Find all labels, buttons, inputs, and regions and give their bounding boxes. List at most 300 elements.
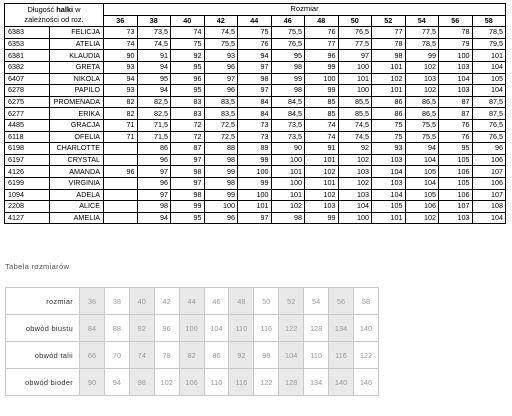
measure-cell: 40 <box>129 288 154 315</box>
length-cell: 96 <box>137 177 171 189</box>
measure-cell: 134 <box>304 369 329 396</box>
product-name: AMELIA <box>50 212 104 224</box>
length-cell: 99 <box>305 85 339 97</box>
measure-cell: 54 <box>304 288 329 315</box>
length-cell: 73 <box>238 119 272 131</box>
length-cell: 101 <box>271 166 305 178</box>
table-row <box>5 85 506 97</box>
length-cell: 78,5 <box>405 38 439 50</box>
product-name: VIRGINIA <box>50 177 104 189</box>
hip-length-table <box>4 3 506 224</box>
title-prefix: Długość <box>27 5 57 15</box>
length-cell: 98 <box>372 50 406 62</box>
product-code: 6407 <box>5 73 50 85</box>
measure-cell: 122 <box>279 315 304 342</box>
length-cell: 73,5 <box>271 119 305 131</box>
length-cell: 99 <box>305 212 339 224</box>
length-cell: 103 <box>439 85 473 97</box>
measure-cell: 140 <box>329 369 354 396</box>
length-cell: 75,5 <box>204 38 238 50</box>
length-cell: 71 <box>104 119 138 131</box>
length-cell: 105 <box>472 73 506 85</box>
length-cell: 102 <box>338 154 372 166</box>
size-header-cell: 40 <box>171 15 205 27</box>
length-cell: 90 <box>271 143 305 155</box>
length-cell: 95 <box>137 73 171 85</box>
table-row <box>5 119 506 131</box>
length-cell: 96 <box>305 50 339 62</box>
length-cell: 100 <box>238 189 272 201</box>
length-cell: 100 <box>271 154 305 166</box>
length-cell: 105 <box>439 154 473 166</box>
size-header-cell: 50 <box>338 15 372 27</box>
product-name: ERIKA <box>50 108 104 120</box>
length-cell: 98 <box>238 73 272 85</box>
measure-cell: 110 <box>304 342 329 369</box>
product-name: KLAUDIA <box>50 50 104 62</box>
length-cell: 103 <box>439 212 473 224</box>
table-row <box>5 143 506 155</box>
row-label: rozmiar <box>6 288 80 315</box>
row-label: obwód biustu <box>6 315 80 342</box>
length-cell: 96 <box>204 85 238 97</box>
measure-cell: 96 <box>154 315 179 342</box>
length-cell: 108 <box>472 201 506 213</box>
length-cell: 99 <box>405 50 439 62</box>
length-cell: 75 <box>238 27 272 39</box>
length-cell: 94 <box>238 50 272 62</box>
length-cell: 86 <box>372 108 406 120</box>
length-cell: 98 <box>204 177 238 189</box>
measure-cell: 122 <box>353 342 378 369</box>
length-cell: 83 <box>171 108 205 120</box>
length-cell: 104 <box>472 85 506 97</box>
table-row <box>5 166 506 178</box>
length-cell: 94 <box>137 61 171 73</box>
length-cell: 103 <box>305 201 339 213</box>
length-cell: 72,5 <box>204 131 238 143</box>
length-cell: 98 <box>271 61 305 73</box>
length-cell: 74,5 <box>204 27 238 39</box>
length-cell: 101 <box>305 177 339 189</box>
measure-cell: 82 <box>179 342 204 369</box>
length-cell: 76 <box>238 38 272 50</box>
table-row <box>5 177 506 189</box>
length-cell: 94 <box>104 73 138 85</box>
length-cell: 97 <box>238 61 272 73</box>
length-cell: 72 <box>171 131 205 143</box>
product-code: 6118 <box>5 131 50 143</box>
length-cell <box>104 177 138 189</box>
length-cell: 79 <box>439 38 473 50</box>
length-cell: 105 <box>372 201 406 213</box>
length-cell: 105 <box>405 189 439 201</box>
length-cell: 94 <box>137 85 171 97</box>
size-table-caption: Tabela rozmiarów <box>5 262 70 271</box>
table-row <box>5 73 506 85</box>
product-name: ALICE <box>50 201 104 213</box>
length-cell <box>104 201 138 213</box>
length-cell: 97 <box>137 166 171 178</box>
size-header-cell: 46 <box>271 15 305 27</box>
length-cell: 82 <box>104 96 138 108</box>
length-cell: 96 <box>472 143 506 155</box>
length-cell: 94 <box>405 143 439 155</box>
row-label: obwód bioder <box>6 369 80 396</box>
length-cell: 86 <box>137 143 171 155</box>
length-cell: 98 <box>171 166 205 178</box>
product-name: CHARLOTTE <box>50 143 104 155</box>
length-cell: 86,5 <box>405 96 439 108</box>
size-header-cell: 54 <box>405 15 439 27</box>
length-cell: 104 <box>472 212 506 224</box>
length-cell: 107 <box>472 166 506 178</box>
length-cell: 83,5 <box>204 96 238 108</box>
size-chart-table <box>5 287 379 396</box>
length-cell <box>104 154 138 166</box>
product-name: AMANDA <box>50 166 104 178</box>
length-cell: 107 <box>472 189 506 201</box>
length-cell: 103 <box>372 177 406 189</box>
measure-cell: 94 <box>104 369 129 396</box>
measure-cell: 58 <box>353 288 378 315</box>
length-cell <box>104 143 138 155</box>
length-cell: 77 <box>305 38 339 50</box>
length-cell: 106 <box>439 189 473 201</box>
size-header-cell: 58 <box>472 15 506 27</box>
length-cell: 101 <box>238 201 272 213</box>
length-cell: 73 <box>238 131 272 143</box>
measure-cell: 92 <box>129 315 154 342</box>
length-cell: 103 <box>405 73 439 85</box>
product-code: 6275 <box>5 96 50 108</box>
product-code: 6383 <box>5 27 50 39</box>
table-row <box>5 108 506 120</box>
table-row <box>6 342 379 369</box>
length-cell: 76,5 <box>472 131 506 143</box>
size-header-cell: 48 <box>305 15 339 27</box>
measure-cell: 52 <box>279 288 304 315</box>
product-name: OFELIA <box>50 131 104 143</box>
length-cell: 89 <box>238 143 272 155</box>
length-cell: 92 <box>338 143 372 155</box>
measure-cell: 110 <box>229 315 254 342</box>
length-cell: 86,5 <box>405 108 439 120</box>
length-cell: 71,5 <box>137 119 171 131</box>
measure-cell: 116 <box>229 369 254 396</box>
length-cell: 74 <box>171 27 205 39</box>
length-cell: 100 <box>439 50 473 62</box>
length-cell: 93 <box>372 143 406 155</box>
length-cell: 77,5 <box>405 27 439 39</box>
title-suffix: w <box>73 5 81 15</box>
length-cell: 76,5 <box>338 27 372 39</box>
length-cell: 78,5 <box>472 27 506 39</box>
measure-cell: 44 <box>179 288 204 315</box>
length-cell: 104 <box>372 189 406 201</box>
measure-cell: 134 <box>329 315 354 342</box>
length-cell: 84 <box>238 108 272 120</box>
length-cell: 74,5 <box>338 119 372 131</box>
measure-cell: 88 <box>104 315 129 342</box>
table-title <box>5 4 104 27</box>
table-row <box>5 212 506 224</box>
product-name: GRETA <box>50 61 104 73</box>
length-cell: 85,5 <box>338 108 372 120</box>
header-row <box>5 4 506 16</box>
length-cell: 73 <box>104 27 138 39</box>
product-name: ADELA <box>50 189 104 201</box>
length-cell: 79,5 <box>472 38 506 50</box>
length-cell: 84,5 <box>271 108 305 120</box>
length-cell: 99 <box>271 73 305 85</box>
length-cell: 101 <box>338 73 372 85</box>
measure-cell: 122 <box>254 369 279 396</box>
length-cell: 97 <box>204 73 238 85</box>
length-cell: 96 <box>204 212 238 224</box>
product-name: PROMENADA <box>50 96 104 108</box>
length-cell: 100 <box>338 85 372 97</box>
length-cell: 97 <box>137 189 171 201</box>
length-cell: 101 <box>305 154 339 166</box>
measure-cell: 36 <box>80 288 105 315</box>
length-cell: 101 <box>372 212 406 224</box>
length-cell: 99 <box>238 154 272 166</box>
length-cell: 85 <box>305 108 339 120</box>
length-cell: 93 <box>204 50 238 62</box>
length-cell: 76 <box>439 131 473 143</box>
title-line2: zależności od roz. <box>24 15 84 25</box>
product-name: FELICJA <box>50 27 104 39</box>
length-cell: 83,5 <box>204 108 238 120</box>
product-code: 6381 <box>5 50 50 62</box>
length-cell: 85,5 <box>338 96 372 108</box>
length-cell: 75,5 <box>405 131 439 143</box>
length-cell: 73,5 <box>137 27 171 39</box>
length-cell: 86 <box>372 96 406 108</box>
length-cell: 72,5 <box>204 119 238 131</box>
size-header-cell: 36 <box>104 15 138 27</box>
product-code: 6353 <box>5 38 50 50</box>
measure-cell: 42 <box>154 288 179 315</box>
length-cell: 99 <box>305 61 339 73</box>
length-cell <box>104 212 138 224</box>
measure-cell: 84 <box>80 315 105 342</box>
length-cell: 76,5 <box>271 38 305 50</box>
length-cell: 95 <box>439 143 473 155</box>
table-row <box>5 27 506 39</box>
table-row <box>5 96 506 108</box>
length-cell: 71 <box>104 131 138 143</box>
length-cell: 98 <box>271 85 305 97</box>
measure-cell: 86 <box>204 342 229 369</box>
table-row <box>5 38 506 50</box>
length-cell: 93 <box>104 85 138 97</box>
length-cell: 71,5 <box>137 131 171 143</box>
length-cell: 78 <box>372 38 406 50</box>
length-cell: 97 <box>238 212 272 224</box>
length-cell: 84 <box>238 96 272 108</box>
length-cell: 74 <box>104 38 138 50</box>
length-cell: 101 <box>372 61 406 73</box>
length-cell: 75 <box>372 131 406 143</box>
length-cell: 99 <box>204 189 238 201</box>
length-cell: 87 <box>439 96 473 108</box>
length-cell: 102 <box>305 189 339 201</box>
product-name: GRACJA <box>50 119 104 131</box>
length-cell: 87,5 <box>472 96 506 108</box>
length-cell: 103 <box>439 61 473 73</box>
length-cell: 87 <box>171 143 205 155</box>
length-cell: 74 <box>305 131 339 143</box>
length-cell: 106 <box>439 166 473 178</box>
length-cell: 102 <box>405 85 439 97</box>
length-cell: 101 <box>372 85 406 97</box>
measure-cell: 90 <box>80 369 105 396</box>
measure-cell: 116 <box>254 315 279 342</box>
product-code: 6278 <box>5 85 50 97</box>
length-cell: 94 <box>137 212 171 224</box>
product-name: CRYSTAL <box>50 154 104 166</box>
length-cell: 98 <box>137 201 171 213</box>
length-cell: 104 <box>338 201 372 213</box>
length-cell: 102 <box>305 166 339 178</box>
rozmiar-header: Rozmiar <box>104 4 506 16</box>
table-row <box>5 154 506 166</box>
table-row <box>6 315 379 342</box>
length-cell: 101 <box>271 189 305 201</box>
table-row <box>5 131 506 143</box>
length-cell: 90 <box>104 50 138 62</box>
length-cell: 102 <box>405 212 439 224</box>
length-cell: 100 <box>338 61 372 73</box>
measure-cell: 38 <box>104 288 129 315</box>
measure-cell: 66 <box>80 342 105 369</box>
length-cell: 95 <box>171 85 205 97</box>
size-header-cell: 56 <box>439 15 473 27</box>
length-cell: 100 <box>271 177 305 189</box>
length-cell: 92 <box>171 50 205 62</box>
length-cell: 76,5 <box>472 119 506 131</box>
length-cell: 84,5 <box>271 96 305 108</box>
length-cell: 99 <box>171 201 205 213</box>
table-row <box>6 369 379 396</box>
length-cell: 99 <box>204 166 238 178</box>
measure-cell: 98 <box>129 369 154 396</box>
measure-cell: 100 <box>179 315 204 342</box>
length-cell: 106 <box>472 154 506 166</box>
size-header-cell: 52 <box>372 15 406 27</box>
size-header-cell: 42 <box>204 15 238 27</box>
length-cell: 76 <box>305 27 339 39</box>
length-cell: 98 <box>271 212 305 224</box>
length-cell: 99 <box>238 177 272 189</box>
length-cell: 97 <box>171 177 205 189</box>
table-row <box>5 61 506 73</box>
length-cell: 76 <box>439 119 473 131</box>
length-cell: 82,5 <box>137 108 171 120</box>
length-cell: 75,5 <box>271 27 305 39</box>
length-cell: 98 <box>171 189 205 201</box>
product-code: 6277 <box>5 108 50 120</box>
measure-cell: 146 <box>353 369 378 396</box>
product-code: 6199 <box>5 177 50 189</box>
length-cell: 103 <box>338 189 372 201</box>
length-cell: 82 <box>104 108 138 120</box>
length-cell: 106 <box>405 201 439 213</box>
measure-cell: 110 <box>204 369 229 396</box>
length-cell: 104 <box>439 73 473 85</box>
product-code: 6382 <box>5 61 50 73</box>
length-cell: 104 <box>372 166 406 178</box>
table-row <box>5 201 506 213</box>
length-cell: 105 <box>405 166 439 178</box>
measure-cell: 92 <box>229 342 254 369</box>
size-header-cell: 44 <box>238 15 272 27</box>
length-cell: 96 <box>137 154 171 166</box>
measure-cell: 116 <box>329 342 354 369</box>
length-cell: 102 <box>338 177 372 189</box>
product-name: ATELIA <box>50 38 104 50</box>
measure-cell: 70 <box>104 342 129 369</box>
measure-cell: 98 <box>254 342 279 369</box>
length-cell <box>104 189 138 201</box>
measure-cell: 128 <box>304 315 329 342</box>
measure-cell: 50 <box>254 288 279 315</box>
length-cell: 88 <box>204 143 238 155</box>
length-cell: 103 <box>372 154 406 166</box>
title-bold: halki <box>56 5 74 15</box>
length-cell: 77 <box>372 27 406 39</box>
length-cell: 104 <box>405 177 439 189</box>
length-cell: 97 <box>238 85 272 97</box>
table-row <box>6 288 379 315</box>
length-cell: 107 <box>439 201 473 213</box>
length-cell: 97 <box>338 50 372 62</box>
size-header-cell: 38 <box>137 15 171 27</box>
length-cell: 106 <box>472 177 506 189</box>
length-cell: 95 <box>271 50 305 62</box>
length-cell: 87 <box>439 108 473 120</box>
product-name: NIKOLA <box>50 73 104 85</box>
length-cell: 83 <box>171 96 205 108</box>
length-cell: 103 <box>338 166 372 178</box>
measure-cell: 106 <box>179 369 204 396</box>
length-cell: 75 <box>372 119 406 131</box>
measure-cell: 74 <box>129 342 154 369</box>
length-cell: 73,5 <box>271 131 305 143</box>
measure-cell: 56 <box>329 288 354 315</box>
product-code: 6198 <box>5 143 50 155</box>
length-cell: 77,5 <box>338 38 372 50</box>
length-cell: 75,5 <box>405 119 439 131</box>
measure-cell: 128 <box>279 369 304 396</box>
table-row <box>5 50 506 62</box>
product-code: 2208 <box>5 201 50 213</box>
length-cell: 93 <box>104 61 138 73</box>
product-code: 1094 <box>5 189 50 201</box>
length-cell: 96 <box>104 166 138 178</box>
length-cell: 91 <box>137 50 171 62</box>
measure-cell: 104 <box>279 342 304 369</box>
measure-cell: 104 <box>204 315 229 342</box>
measure-cell: 46 <box>204 288 229 315</box>
product-code: 6197 <box>5 154 50 166</box>
length-cell: 102 <box>405 61 439 73</box>
length-cell: 98 <box>204 154 238 166</box>
length-cell: 74,5 <box>137 38 171 50</box>
length-cell: 72 <box>171 119 205 131</box>
